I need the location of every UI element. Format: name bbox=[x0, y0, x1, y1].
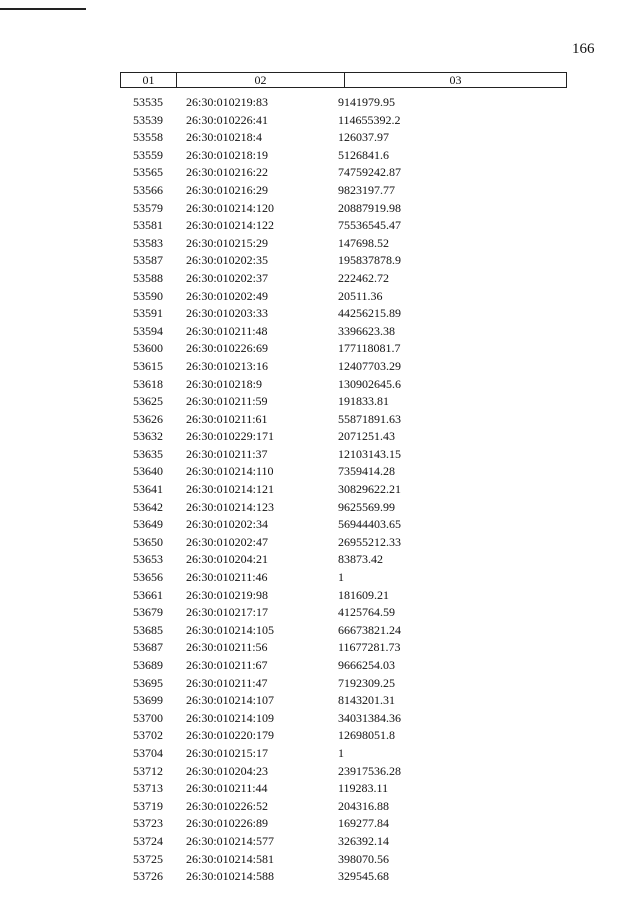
cell-value: 74759242.87 bbox=[338, 165, 401, 180]
cell-id: 53539 bbox=[133, 112, 163, 127]
table-header bbox=[120, 72, 567, 88]
cell-value: 3396623.38 bbox=[338, 323, 395, 338]
table-row bbox=[0, 710, 640, 728]
cell-cadastral-number: 26:30:010202:34 bbox=[186, 517, 269, 532]
table-row bbox=[0, 235, 640, 253]
cell-cadastral-number: 26:30:010214:110 bbox=[186, 464, 274, 479]
cell-id: 53650 bbox=[133, 534, 163, 549]
table-row bbox=[0, 727, 640, 745]
cell-cadastral-number: 26:30:010216:29 bbox=[186, 182, 269, 197]
cell-value: 195837878.9 bbox=[338, 253, 401, 268]
cell-cadastral-number: 26:30:010214:577 bbox=[186, 833, 275, 848]
cell-id: 53618 bbox=[133, 376, 163, 391]
cell-value: 12698051.8 bbox=[338, 728, 395, 743]
table-row bbox=[0, 639, 640, 657]
cell-id: 53724 bbox=[133, 833, 163, 848]
table-row bbox=[0, 622, 640, 640]
cell-id: 53632 bbox=[133, 429, 163, 444]
cell-cadastral-number: 26:30:010214:123 bbox=[186, 499, 275, 514]
cell-value: 66673821.24 bbox=[338, 622, 401, 637]
cell-cadastral-number: 26:30:010226:89 bbox=[186, 816, 269, 831]
column-header-03: 03 bbox=[449, 73, 462, 87]
cell-cadastral-number: 26:30:010214:121 bbox=[186, 482, 275, 497]
cell-value: 9141979.95 bbox=[338, 95, 395, 109]
cell-value: 130902645.6 bbox=[338, 376, 401, 391]
cell-id: 53625 bbox=[133, 394, 163, 409]
table-row bbox=[0, 780, 640, 798]
cell-id: 53719 bbox=[133, 798, 163, 813]
cell-value: 9625569.99 bbox=[338, 499, 395, 514]
cell-id: 53685 bbox=[133, 622, 163, 637]
cell-cadastral-number: 26:30:010214:581 bbox=[186, 851, 275, 866]
cell-value: 398070.56 bbox=[338, 851, 389, 866]
cell-cadastral-number: 26:30:010214:588 bbox=[186, 869, 275, 884]
cell-value: 114655392.2 bbox=[338, 112, 401, 127]
column-header-01: 01 bbox=[121, 73, 177, 87]
cell-id: 53702 bbox=[133, 728, 163, 743]
cell-cadastral-number: 26:30:010226:69 bbox=[186, 341, 269, 356]
cell-value: 222462.72 bbox=[338, 270, 389, 285]
cell-value: 1 bbox=[338, 745, 344, 760]
cell-id: 53700 bbox=[133, 710, 163, 725]
cell-id: 53590 bbox=[133, 288, 163, 303]
cell-cadastral-number: 26:30:010211:56 bbox=[186, 640, 268, 655]
cell-value: 204316.88 bbox=[338, 798, 389, 813]
cell-cadastral-number: 26:30:010214:105 bbox=[186, 622, 275, 637]
cell-cadastral-number: 26:30:010211:48 bbox=[186, 323, 268, 338]
cell-cadastral-number: 26:30:010211:61 bbox=[186, 411, 268, 426]
cell-cadastral-number: 26:30:010211:59 bbox=[186, 394, 268, 409]
cell-cadastral-number: 26:30:010214:120 bbox=[186, 200, 275, 215]
table-row bbox=[0, 323, 640, 341]
cell-value: 34031384.36 bbox=[338, 710, 401, 725]
cell-id: 53687 bbox=[133, 640, 163, 655]
table-row bbox=[0, 675, 640, 693]
cell-id: 53587 bbox=[133, 253, 163, 268]
cell-value: 44256215.89 bbox=[338, 306, 401, 321]
cell-value: 8143201.31 bbox=[338, 693, 395, 708]
table-row bbox=[0, 587, 640, 605]
cell-cadastral-number: 26:30:010217:17 bbox=[186, 605, 269, 620]
cell-cadastral-number: 26:30:010203:33 bbox=[186, 306, 269, 321]
cell-id: 53656 bbox=[133, 570, 163, 585]
table-row bbox=[0, 94, 640, 112]
cell-id: 53583 bbox=[133, 235, 163, 250]
cell-cadastral-number: 26:30:010214:122 bbox=[186, 218, 275, 233]
cell-cadastral-number: 26:30:010214:107 bbox=[186, 693, 275, 708]
cell-id: 53689 bbox=[133, 658, 163, 672]
cell-cadastral-number: 26:30:010220:179 bbox=[186, 728, 275, 743]
cell-id: 53594 bbox=[133, 323, 163, 338]
table-row bbox=[0, 164, 640, 182]
cell-cadastral-number: 26:30:010202:37 bbox=[186, 270, 269, 285]
cell-cadastral-number: 26:30:010204:23 bbox=[186, 763, 269, 778]
cell-value: 169277.84 bbox=[338, 816, 389, 831]
cell-id: 53649 bbox=[133, 517, 163, 532]
cell-id: 53640 bbox=[133, 464, 163, 479]
table-row bbox=[0, 358, 640, 376]
table-row bbox=[0, 305, 640, 323]
cell-id: 53566 bbox=[133, 182, 163, 197]
page-number: 166 bbox=[572, 41, 595, 57]
table-row bbox=[0, 851, 640, 869]
cell-cadastral-number: 26:30:010204:21 bbox=[186, 552, 269, 567]
table-row bbox=[0, 534, 640, 552]
cell-id: 53712 bbox=[133, 763, 163, 778]
cell-cadastral-number: 26:30:010211:44 bbox=[186, 781, 268, 796]
table-row bbox=[0, 217, 640, 235]
cell-cadastral-number: 26:30:010211:37 bbox=[186, 446, 268, 461]
cell-id: 53581 bbox=[133, 218, 163, 233]
cell-value: 9823197.77 bbox=[338, 182, 395, 197]
table-row bbox=[0, 252, 640, 270]
cell-cadastral-number: 26:30:010226:41 bbox=[186, 112, 269, 127]
cell-value: 2071251.43 bbox=[338, 429, 395, 444]
cell-id: 53591 bbox=[133, 306, 163, 321]
cell-cadastral-number: 26:30:010229:171 bbox=[186, 429, 275, 444]
cell-value: 12407703.29 bbox=[338, 358, 401, 373]
table-row bbox=[0, 411, 640, 429]
table-row bbox=[0, 182, 640, 200]
cell-cadastral-number: 26:30:010215:29 bbox=[186, 235, 269, 250]
cell-cadastral-number: 26:30:010216:22 bbox=[186, 165, 269, 180]
cell-value: 20887919.98 bbox=[338, 200, 401, 215]
cell-cadastral-number: 26:30:010215:17 bbox=[186, 745, 269, 760]
table-row bbox=[0, 112, 640, 130]
table-row bbox=[0, 376, 640, 394]
cell-value: 177118081.7 bbox=[338, 341, 401, 356]
table-row bbox=[0, 463, 640, 481]
table-row bbox=[0, 446, 640, 464]
cell-id: 53704 bbox=[133, 745, 163, 760]
table-row bbox=[0, 604, 640, 622]
cell-id: 53559 bbox=[133, 147, 163, 162]
table-row bbox=[0, 288, 640, 306]
cell-value: 326392.14 bbox=[338, 833, 389, 848]
cell-id: 53653 bbox=[133, 552, 163, 567]
cell-cadastral-number: 26:30:010202:49 bbox=[186, 288, 269, 303]
table-row bbox=[0, 692, 640, 710]
cell-cadastral-number: 26:30:010211:67 bbox=[186, 658, 268, 672]
table-row bbox=[0, 129, 640, 147]
cell-value: 30829622.21 bbox=[338, 482, 401, 497]
table-row bbox=[0, 815, 640, 833]
cell-value: 11677281.73 bbox=[338, 640, 401, 655]
cell-cadastral-number: 26:30:010218:4 bbox=[186, 130, 263, 145]
cell-id: 53588 bbox=[133, 270, 163, 285]
cell-value: 7192309.25 bbox=[338, 675, 395, 690]
cell-cadastral-number: 26:30:010202:47 bbox=[186, 534, 269, 549]
cell-cadastral-number: 26:30:010219:98 bbox=[186, 587, 269, 602]
cell-id: 53661 bbox=[133, 587, 163, 602]
cell-cadastral-number: 26:30:010226:52 bbox=[186, 798, 269, 813]
cell-id: 53725 bbox=[133, 851, 163, 866]
cell-id: 53635 bbox=[133, 446, 163, 461]
table-row bbox=[0, 499, 640, 517]
table-row bbox=[0, 798, 640, 816]
cell-value: 5126841.6 bbox=[338, 147, 389, 162]
cell-value: 126037.97 bbox=[338, 130, 389, 145]
cell-id: 53726 bbox=[133, 869, 163, 884]
cell-value: 191833.81 bbox=[338, 394, 389, 409]
cell-id: 53713 bbox=[133, 781, 163, 796]
cell-value: 7359414.28 bbox=[338, 464, 395, 479]
cell-id: 53642 bbox=[133, 499, 163, 514]
cell-id: 53626 bbox=[133, 411, 163, 426]
table-row bbox=[0, 481, 640, 499]
table-row bbox=[0, 745, 640, 763]
table-row bbox=[0, 516, 640, 534]
table-row bbox=[0, 657, 640, 675]
cell-value: 23917536.28 bbox=[338, 763, 401, 778]
table-row bbox=[0, 551, 640, 569]
table-row bbox=[0, 569, 640, 587]
table-row bbox=[0, 868, 640, 886]
cell-value: 12103143.15 bbox=[338, 446, 401, 461]
cell-id: 53579 bbox=[133, 200, 163, 215]
cell-id: 53600 bbox=[133, 341, 163, 356]
table-row bbox=[0, 763, 640, 781]
cell-cadastral-number: 26:30:010214:109 bbox=[186, 710, 275, 725]
cell-value: 119283.11 bbox=[338, 781, 389, 796]
cell-value: 55871891.63 bbox=[338, 411, 401, 426]
cell-value: 329545.68 bbox=[338, 869, 389, 884]
cell-id: 53565 bbox=[133, 165, 163, 180]
cell-value: 1 bbox=[338, 570, 344, 585]
table-row bbox=[0, 393, 640, 411]
cell-cadastral-number: 26:30:010218:19 bbox=[186, 147, 269, 162]
cell-id: 53679 bbox=[133, 605, 163, 620]
cell-id: 53723 bbox=[133, 816, 163, 831]
cell-cadastral-number: 26:30:010219:83 bbox=[186, 95, 269, 109]
table-body bbox=[0, 94, 640, 886]
cell-value: 56944403.65 bbox=[338, 517, 401, 532]
cell-cadastral-number: 26:30:010202:35 bbox=[186, 253, 269, 268]
cell-value: 9666254.03 bbox=[338, 658, 395, 672]
cell-value: 26955212.33 bbox=[338, 534, 401, 549]
table-row bbox=[0, 833, 640, 851]
cell-cadastral-number: 26:30:010218:9 bbox=[186, 376, 263, 391]
cell-value: 147698.52 bbox=[338, 235, 389, 250]
table-row bbox=[0, 340, 640, 358]
table-row bbox=[0, 428, 640, 446]
cell-id: 53535 bbox=[133, 95, 163, 109]
cell-value: 181609.21 bbox=[338, 587, 389, 602]
cell-cadastral-number: 26:30:010211:46 bbox=[186, 570, 268, 585]
table-row bbox=[0, 147, 640, 165]
cell-value: 75536545.47 bbox=[338, 218, 401, 233]
cell-value: 4125764.59 bbox=[338, 605, 395, 620]
cell-value: 83873.42 bbox=[338, 552, 383, 567]
column-header-02: 02 bbox=[177, 73, 345, 87]
cell-id: 53695 bbox=[133, 675, 163, 690]
cell-cadastral-number: 26:30:010211:47 bbox=[186, 675, 268, 690]
cell-id: 53699 bbox=[133, 693, 163, 708]
cell-id: 53615 bbox=[133, 358, 163, 373]
cell-cadastral-number: 26:30:010213:16 bbox=[186, 358, 269, 373]
top-rule bbox=[0, 8, 86, 10]
table-row bbox=[0, 270, 640, 288]
cell-value: 20511.36 bbox=[338, 288, 383, 303]
cell-id: 53558 bbox=[133, 130, 163, 145]
table-row bbox=[0, 200, 640, 218]
cell-id: 53641 bbox=[133, 482, 163, 497]
